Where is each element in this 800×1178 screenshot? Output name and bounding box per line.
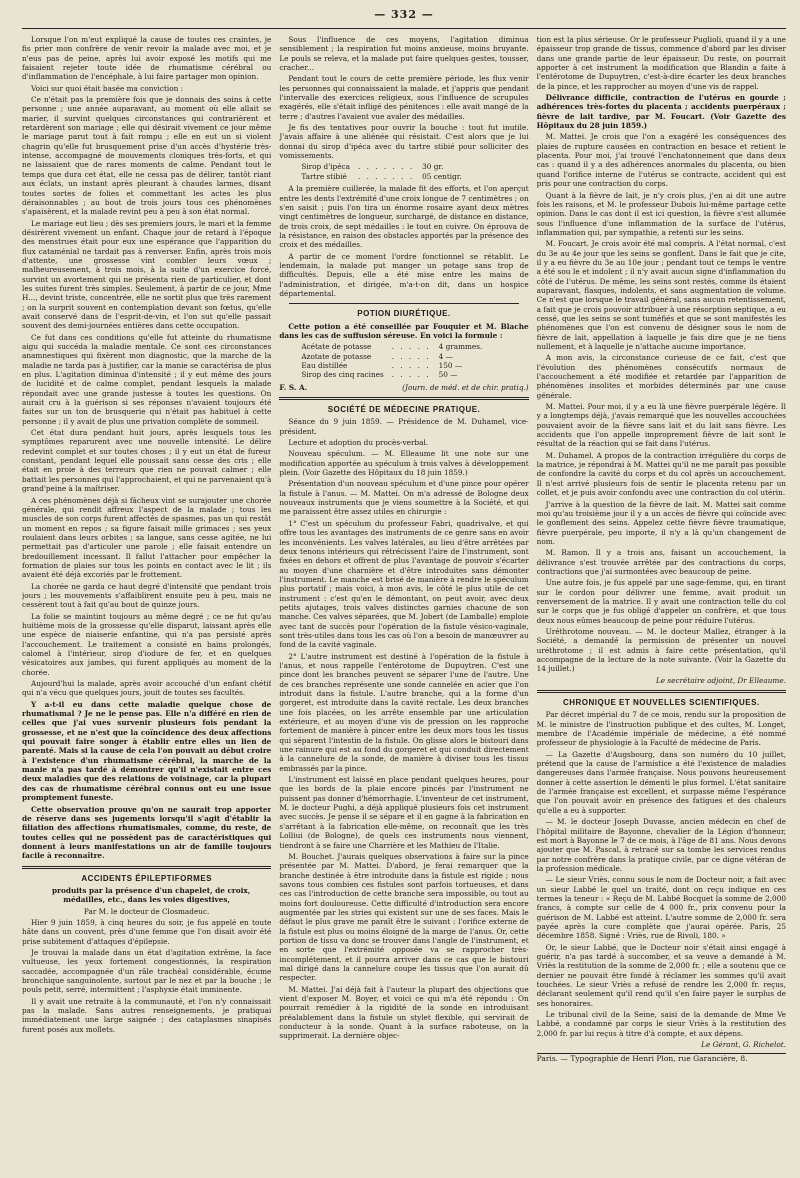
prescription-row [297,162,465,171]
paragraph: M. Mattei. Pour moi, il y a eu là une fièvre puerpérale légère. Il y a longtemps déjà, j'avais remarqué que les nouvelles accouchées pouvaient avoir de la fièvre sans lait et du lait sans fièvre. Les accidents que l'on appelle improprement fièvre de lait sont le résultat de la réaction qui se fait dans l'utérus. [536,402,786,449]
ingredient-name: Sirop des cinq racines [301,370,384,380]
section-divider [289,303,518,304]
paragraph: Je fis des tentatives pour ouvrir la bouche : tout fut inutile. J'avais affaire à une aliénée qui résistait. C'est alors que je lui donnai du sirop d'ipéca avec du tartre stibié pour solliciter des vomissements. [279,123,529,161]
paragraph: Le mariage eut lieu ; dès ses premiers jours, le mari et la femme désirèrent vivement un enfant. Chaque jour de retard à l'époque des menstrues était pour eux une espérance que l'apparition du flux cataménial ne tardait pas à renverser. Enfin, après trois mois d'attente, une grossesse vint combler leurs vœux ; malheureusement, à trois mois, à la suite d'un exercice forcé, survint un avortement qui ne présenta rien de particulier, et dont les suites furent très simples. Seulement, à partir de ce jour, Mme H..., devint triste, concentrée, elle ne sortit plus que très rarement ; on la surprit souvent en contemplation devant son fœtus, qu'elle avait conservé dans de l'esprit-de-vin, et l'on sut qu'elle passait souvent des demi-journées entières dans cette occupation. [22,218,272,331]
article-heading-potion: POTION DIURÉTIQUE. [357,309,451,319]
paragraph: Cette potion a été conseillée par Fouquier et M. Blache dans les cas de suffusion séreuse. En voici la formule : [279,321,529,340]
paragraph: A partir de ce moment l'ordre fonctionnel se rétablit. Le lendemain, la malade put manger un potage sans trop de difficultés. Depuis, elle a été mise entre les mains de l'administration, et dirigée, m'a-t-on dit, dans un hospice départemental. [279,251,529,298]
paragraph: Il y avait une retraite à la communauté, et l'on n'y connaissait pas la malade. Sans autres renseignements, je pratiquai immédiatement une large saignée ; des cataplasmes sinapisés furent posés aux mollets. [22,996,272,1034]
chronicle-heading: CHRONIQUE ET NOUVELLES SCIENTIFIQUES. [562,698,760,708]
paragraph: Or, le sieur Labbé, que le Docteur noir s'était ainsi engagé à guérir, n'a pas tardé à succomber, et sa veuve a demandé à M. Vriès la restitution de la somme de 2,000 fr. ; elle a soutenu que ce dernier ne pouvait être fondé à réclamer les sommes qu'il avait touchées. Le sieur Vriès a refusé de rendre les 2,000 fr. reçus, déclarant seulement qu'il rend qu'il s'en faire payer le surplus de ses honoraires. [536,942,786,1008]
paragraph: Je trouvai la malade dans un état d'agitation extrême, la face vultueuse, les yeux fortement congestionnés, la respiration saccadée, accompagnée d'un râle trachéal considérable, écume bronchique sanguinolente, surtout par le nez et par la bouche ; le pouls petit, serré, intermittent ; l'asphyxie était imminente. [22,947,272,995]
paragraph: Une autre fois, je fus appelé par une sage-femme, qui, en tirant sur le cordon pour délivrer une femme, avait produit un renversement de la matrice. Il y avait une contraction telle du col sur le corps que je fus obligé d'appeler un confrère, et que tous deux nous eûmes beaucoup de peine pour réduire l'utérus. [536,578,786,625]
paragraph: M. Ramon. Il y a trois ans, faisant un accouchement, la délivrance s'est trouvée arrêtée par des contractions du corps, contractions que j'ai surmontées avec beaucoup de peine. [536,548,786,576]
ingredient-name: Sirop d'ipéca [301,162,350,172]
paragraph: Présentation d'un nouveau spéculum et d'une pince pour opérer la fistule à l'anus. — M. Mattei. On m'a adressé de Bologne deux nouveaux instruments que je viens soumettre à la Société, et qui me paraissent être assez utiles en chirurgie : [279,479,529,517]
paragraph: A mon avis, la circonstance curieuse de ce fait, c'est que l'évolution des phénomènes consécutifs normaux de l'accouchement a été modifiée et retardée par l'apparition de phénomènes insolites et morbides déterminés par une cause générale. [536,353,786,400]
prescription-row [297,370,486,379]
paragraph: Cet état dura pendant huit jours, après lesquels tous les symptômes reparurent avec une nouvelle intensité. Le délire redevint complet et sur toutes choses ; il y eut un état de fureur constant, pendant lequel elle poussait sans cesse des cris ; elle était en proie à des terreurs que rien ne pouvait calmer ; elle battait les personnes qui l'approchaient, et qui ne parvenaient qu'à grand'peine à la maîtriser. [22,428,272,494]
paragraph: Voici sur quoi était basée ma conviction : [31,83,184,93]
paragraph: M. Mattei. J'ai déjà fait à l'auteur la plupart des objections que vient d'exposer M. Boyer, et voici ce qui m'a été répondu : On pourrait remédier à la rigidité de la sonde en introduisant préalablement dans la fistule un stylet flexible, qui servirait de conducteur à la sonde. Quant à la surface raboteuse, on la supprimerait. La dernière objec- [279,984,529,1041]
paragraph: M. Bouchet. J'aurais quelques observations à faire sur la pince présentée par M. Mattei. D'abord, je ferai remarquer que la branche destinée à être introduite dans la fistule est rigide ; nous savons tous combien ces fistules sont parfois tortueuses, et dans ces cas l'introduction de cette branche sera impossible, ou tout au moins fort douloureuse. Cette difficulté d'introduction sera encore augmentée par les stries qui existent sur une de ses faces. Mais le défaut le plus grave me paraît être le suivant : l'orifice externe de la fistule est plus ou moins éloigné de la marge de l'anus. Or, cette portion de tissu va donc se trouver dans l'angle de l'instrument, et en sorte que l'extrémité opposée va se rapprocher très-incomplétement, et il pourra arriver dans ce cas que le bistouri mal dirigé dans la cannelure coupe les tissus que l'on aurait dû respecter. [279,851,529,983]
paragraph: Sous l'influence de ces moyens, l'agitation diminua sensiblement ; la respiration fut moins anxieuse, moins bruyante. Le pouls se releva, et la malade put faire quelques gestes, tousser, cracher... [279,35,529,73]
paragraph: Le tribunal civil de la Seine, saisi de la demande de Mme Ve Labbé, a condamné par corps le sieur Vriès à la restitution des 2,000 fr. par lui reçus à titre d'à compte, et aux dépens. [536,1010,786,1038]
paragraph: La chorée ne garda ce haut degré d'intensité que pendant trois jours ; les mouvements s'affaiblirent ensuite peu à peu, mais ne cessèrent tout à fait qu'au bout de quinze jours. [22,581,272,610]
paragraph: tion est la plus sérieuse. Or le professeur Puglioli, quand il y a une épaisseur trop grande de tissus, commence d'abord par les diviser dans une grande partie de leur épaisseur. Du reste, on pourrait apporter à cet instrument la modification que Blandin a faite à l'entérotome de Dupuytren, c'est-à-dire écarter les deux branches de la pince, et les rapprocher au moyen d'une vis de rappel. [536,35,786,91]
article-author: Par M. le docteur de Closmadeuc. [83,906,210,916]
article-heading-epileptiform: ACCIDENTS ÉPILEPTIFORMES [81,873,212,883]
paragraph: Pendant tout le cours de cette première période, les flux venir les personnes qui connaissaient la malade, et j'appris que pendant l'intervalle des exercices religieux, sous l'influence de scrupules exagérés, elle s'était infligé des pénitences : elle avait mangé de la terre ; d'autres l'avaient vue avaler des médailles. [279,74,529,121]
paragraph: Cette observation prouve qu'on ne saurait trop apporter de réserve dans ses jugements lorsqu'il s'agit d'établir la filiation des affections rhumatismales, comme, du reste, de toutes celles qui ne possèdent pas de caractéristiques qui donnent à leurs manifestations un air de famille toujours facile à reconnaître. [22,804,272,861]
columns [22,35,786,1165]
top-rule [22,28,786,29]
paragraph: Quant à la fièvre de lait, je n'y crois plus, j'en ai dit une autre fois les raisons, et M. le professeur Dubois lui-même partage cette opinion. Dans le cas dont il est ici question, la fièvre s'est allumée sous l'influence d'une inflammation de la surface de l'utérus, inflammation qui, par sympathie, a retenti sur les seins. [536,190,786,237]
article-subtitle: produits par la présence d'un chapelet, de croix, médailles, etc., dans les voies digestives, [52,885,251,905]
paragraph: Ce n'était pas la première fois que je donnais des soins à cette personne ; une année auparavant, au moment où elle allait se marier, il survint quelques circonstances qui contrarièrent et retardèrent son mariage ; elle qui désirait vivement ce jour même le mariage parut tout à fait rompu ; elle en eut un si violent chagrin qu'elle fut brusquement prise d'un accès d'hystérie très-intense, accompagné de mouvements cloniques très-forts, et qui ne laissaient que de rares moments de calme. Pendant tout le temps que dura cet état, elle ne cessa pas de délirer, tantôt riant aux éclats, un instant après pleurant à chaudes larmes, disant toutes sortes de folies et commettant les actes les plus déraisonnables ; au bout de trois jours tous ces phénomènes s'apaisèrent, et la malade revint peu à peu à son état normal. [22,95,272,217]
column-3 [537,35,786,1165]
printer-footer: Paris. — Typographie de Henri Plon, rue Garancière, 8. [536,1054,748,1064]
column-1 [22,35,271,1165]
paragraph: L'instrument est laissé en place pendant quelques heures, pour que les bords de la plaie encore pincés par l'instrument ne puissent pas donner d'hémorrhagie. L'inventeur de cet instrument, M. le docteur Pughi, a déjà appliqué plusieurs fois cet instrument avec succès. Je pense il se sépare et il en gagne à la fabrication en s'arrêtant à la fabrication elle-même, on reconnaît que les très Lolliui (de Bologne), de quels ces instruments nous viennent, tiendront à se faire une Charrière et les Mathieu de l'Italie. [279,775,529,850]
paragraph: 1° C'est un spéculum du professeur Fabri, quadrivalve, et qui offre tous les avantages des instruments de ce genre sans en avoir les inconvénients. Les valves latérales, au lieu d'être arrêtées par deux tenons intérieurs qui rétrécissent l'aire de l'instrument, sont fixées en dehors et offrent de plus l'avantage de pouvoir s'écarter au moyen d'une charnière et d'être introduites sans démonter l'instrument. Le manche est brisé de manière à rendre le spéculum plus portatif ; mais voici, à mon avis, le côté le plus utile de cet instrument : c'est qu'en le démontant, on peut avoir, avec deux petits ajutages, trois valves distinctes garnies chacune de son manche. Ces valves séparées, que M. Jobert (de Lamballe) emploie avec tant de succès pour l'opération de la fistule vésico-vaginale, sont très-utiles dans tous les cas où l'on a besoin de manœuvrer au fond de la cavité vaginale. [279,518,529,650]
prescription-row [297,352,486,361]
paragraph: M. Duhamel. A propos de la contraction irrégulière du corps de la matrice, je répondrai à M. Mattei qu'il ne me paraît pas possible de confondre la cavité du corps et du col après un accouchement. Il n'est arrivé plusieurs fois de sentir le placenta retenu par un collet, et je puis avoir confondu avec une contraction du col utérin. [536,450,786,498]
society-heading: SOCIÉTÉ DE MÉDECINE PRATIQUE. [327,405,481,415]
ingredient-qty: 30 gr. [422,162,444,172]
paragraph: Séance du 9 juin 1859. — Présidence de M. Duhamel, vice-président. [279,417,529,436]
prescription-table-1 [297,162,465,181]
paragraph: 2° L'autre instrument est destiné à l'opération de la fistule à l'anus, et nous rappelle l'entérotome de Dupuytren. C'est une pince dont les branches peuvent se séparer l'une de l'autre. Une de ces branches représente une sonde cannelée en acier que l'on introduit dans la fistule. L'autre branche, qui a la forme d'un gorgeret, est introduite dans la cavité rectale. Les deux branches une fois placées, on les arrête ensemble par une articulation extérieure, et au moyen d'une vis de pression on les rapproche fortement de manière à pincer entre les deux mors tous les tissus qui séparent l'intestin de la fistule. On glisse alors le bistouri dans une rainure qui est au fond du gorgeret et qui conduit directement à la cannelure de la sonde, de manière à diviser tous les tissus embrassés par la pince. [279,651,529,773]
ingredient-qty: 4 grammes. [438,342,483,352]
paragraph: Uréthrotome nouveau. — M. le docteur Mallez, étranger à la Société, a demandé la permission de présenter un nouvel uréthrotome ; il est admis à faire cette présentation, qu'il accompagne de la lecture de la note suivante. (Voir la Gazette du 14 juillet.) [536,626,786,674]
secretary-signature: Le secrétaire adjoint, Dr Elleaume. [655,675,786,685]
prescription-row [297,361,486,370]
prescription-row [297,342,486,351]
dot-leader: . . . . . . . [357,171,415,181]
ingredient-qty: 150 — [438,361,463,370]
page-number: — 332 — [374,8,434,21]
paragraph: — La Gazette d'Augsbourg, dans son numéro du 10 juillet, prétend que la cause de l'armistice a été l'existence de maladies dangereuses dans l'armée française. Nous pouvons heureusement donner à cette assertion le démenti le plus formel. L'état sanitaire de l'armée française est excellent, et surpasse même l'espérance que l'on pouvait avoir en présence des fatigues et des chaleurs qu'elle a eu à supporter. [536,749,786,815]
section-divider [537,690,786,693]
prescription-table-2 [297,342,486,379]
ingredient-name: Acétate de potasse [301,342,372,352]
paragraph: Aujourd'hui la malade, après avoir accouché d'un enfant chétif qui n'a vécu que quelques jours, jouit de toutes ses facultés. [22,679,272,698]
paragraph: La folie se maintint toujours au même degré ; ce ne fut qu'au huitième mois de la grossesse qu'elle disparut, laissant après elle une espèce de niaiserie enfantine, qui n'a pas persisté après l'accouchement. Le traitement a consisté en bains prolongés, calomel à l'intérieur, sirop d'iodure de fer, et en quelques vésicatoires aux jambes, qui furent appliqués au moment de la chorée. [22,611,272,677]
paragraph: A ces phénomènes déjà si fâcheux vint se surajouter une chorée générale, qui rendit affreux l'aspect de la malade ; tous les muscles de son corps furent affectés de spasmes, pas un qui restât un moment en repos ; sa figure faisait mille grimaces ; ses yeux roulaient dans leurs orbites ; sa langue, sans cesse agitée, ne lui permettait pas d'articuler une parole ; elle faisait entendre un bredouillement incessant. Il fallut l'attacher pour empêcher la formation de plaies sur tous les points en contact avec le lit ; ils avaient été déjà excoriés par le frottement. [22,495,272,580]
dot-leader: . . . . . [391,351,431,361]
paragraph: M. Foucart. Je crois avoir été mal compris. A l'état normal, c'est du 3e au 4e jour que les seins se gonflent. Dans le fait que je cite, il y a eu fièvre du 3e au 10e jour ; pendant tout ce temps le ventre a été sou le et indolent ; il n'y avait aucun signe d'inflammation du côté de l'utérus. De même, les seins sont restés, comme ils étaient auparavant, flasques, indolents, et sans augmentation de volume. Ce n'est que lorsque le travail général, sans aucun retentissement, a fait que je crois pouvoir attribuer à une résorption septique, a eu cessé, que les seins se sont tuméfiés et que se sont manifestés les phénomènes que l'on est convenu de désigner sous le nom de fièvre de lait, appellation à laquelle je fais dire que je ne tiens nullement, et à laquelle je n'attache aucune importance. [536,239,786,351]
paragraph: Par décret impérial du 7 de ce mois, rendu sur la proposition de M. le ministre de l'instruction publique et des cultes, M. Longet, membre de l'Académie impériale de médecine, a été nommé professeur de physiologie à la Faculté de médecine de Paris. [536,710,786,748]
paragraph: M. Mattei. Je crois que l'on a exagéré les conséquences des plaies de rupture causées en contraction en besace et retient le placenta. Pour moi, j'ai trouvé l'enchatonnement que dans deux cas : quand il y a des adhérences anormales du placenta, ou bien quand l'orifice interne de l'utérus se contracte, accident qui est pris pour une contraction du corps. [536,132,786,189]
fsa-label: F. S. A. [279,382,308,392]
dot-leader: . . . . . [391,370,431,380]
ingredient-name: Tartre stibié [301,171,347,181]
dot-leader: . . . . . [391,342,431,352]
manager-signature: Le Gérant, G. Richelot. [701,1040,786,1050]
paragraph: Délivrance difficile, contraction de l'utérus en gourde ; adhérences très-fortes du placenta ; accidents puerpéraux ; fièvre de lait tardive, par M. Foucart. (Voir Gazette des Hôpitaux du 28 juin 1859.) [536,93,786,131]
prescription-row [297,172,465,181]
paragraph: — Le sieur Vriès, connu sous le nom de Docteur noir, a fait avec un sieur Labbé le quel un traité, dont on reçu indique en ces termes la teneur : « Reçu de M. Labbé Bocquet la somme de 2,000 francs, à compte sur celle de 4 000 fr., prix convenu pour la guérison de M. Labbé est atteint. L'autre somme de 2,000 fr. sera payée après la cure complète que j'aurai opérée. Paris, 25 décembre 1858. Signé : Vriès, rue de Rivoli, 180. » [536,875,786,941]
paragraph: Hier 9 juin 1859, à cinq heures du soir, je fus appelé en toute hâte dans un couvent, près d'une femme que l'on disait avoir été prise subitement d'attaques d'épilepsie. [22,917,272,946]
paragraph: Ce fut dans ces conditions qu'elle fut atteinte du rhumatisme aigu qui succéda la maladie mentale. Ce sont ces circonstances anamnestiques qui fixèrent mon diagnostic, que la marche de la maladie ne tarda pas à justifier, car la manie se caractérisa de plus en plus. L'agitation diminua d'intensité ; il y eut même des jours de lucidité et de calme complet, pendant lesquels la malade répondait avec une grande justesse à toutes les questions. On aurait cru à la guérison si ses réponses n'avaient toujours été faites sur un ton de brusquerie qui n'était pas habituel à cette personne ; il y avait de plus une privation complète de sommeil. [22,332,272,426]
dot-leader: . . . . . [391,361,431,370]
paragraph: J'arrive à la question de la fièvre de lait. M. Mattei sait comme moi qu'au troisième jour il y a un accès de fièvre qui coïncide avec le gonflement des seins. Appelez cette fièvre fièvre traumatique, fièvre puerpérale, peu importe, il n'y a là qu'un changement de nom. [536,499,786,546]
paragraph: Lorsque l'on m'eut expliqué la cause de toutes ces craintes, je fis prier mon confrère de venir revoir la malade avec moi, et je n'eus pas de peine, après lui avoir exposé les motifs qui me faisaient rejeter toute idée de rhumatisme cérébral ou d'inflammation de l'encéphale, à lui faire partager mon opinion. [22,35,272,82]
paragraph: — M. le docteur Joseph Duvasse, ancien médecin en chef de l'hôpital militaire de Bayonne, chevalier de la Légion d'honneur, est mort à Bayonne le 7 de ce mois, à l'âge de 81 ans. Nous devons ajouter que M. Pascal, à retracé sur sa tombe les services rendus par notre confrère dans la pratique civile, par ce digne vétéran de la profession médicale. [536,817,786,873]
ingredient-name: Eau distillée [301,361,348,370]
dot-leader: . . . . . . . [357,162,415,172]
column-2 [279,35,528,1165]
ingredient-name: Azotate de potasse [301,351,372,361]
section-divider [22,866,271,869]
formula-footer [279,383,528,392]
ingredient-qty: 05 centigr. [422,171,462,181]
paragraph: Nouveau spéculum. — M. Elleaume lit une note sur une modification apportée au spéculum à trois valves à développement plein. (Voir Gazette des Hôpitaux du 18 juin 1859.) [279,449,529,478]
ingredient-qty: 4 — [438,351,453,361]
section-divider [279,397,528,400]
source-citation: (Journ. de méd. et de chir. pratiq.) [402,382,529,392]
paragraph: A la première cuillerée, la malade fit des efforts, et l'on aperçut entre les dents l'extrémité d'une croix longue de 7 centimètres ; on s'en saisit ; puis l'on tira un énorme rosaire ayant deux mètres vingt centimètres de longueur, surchargé, de distance en distance, de trois croix, de sept médailles : le tout en cuivre. On éprouva de la résistance, en raison des obstacles apportés par la présence des croix et des médailles. [279,184,529,250]
paragraph: Lecture et adoption du procès-verbal. [288,438,429,448]
ingredient-qty: 50 — [438,370,458,380]
paragraph: Y a-t-il eu dans cette maladie quelque chose de rhumatismal ? Je ne le pense pas. Elle n'a différé en rien de celles que j'ai vues survenir plusieurs fois pendant la grossesse, et ne n'est que la coïncidence des deux affections qui pouvait faire songer à établir entre elles un lien de parenté. Mais si la cause de cela l'on pouvait au début croire à l'existence d'un rhumatisme cérébral, la marche de la manie n'a pas tardé à démontrer qu'il n'existait entre ces deux maladies que des relations de voisinage, car la plupart des cas de rhumatisme cérébral connus ont eu une issue promptement funeste. [22,699,272,803]
